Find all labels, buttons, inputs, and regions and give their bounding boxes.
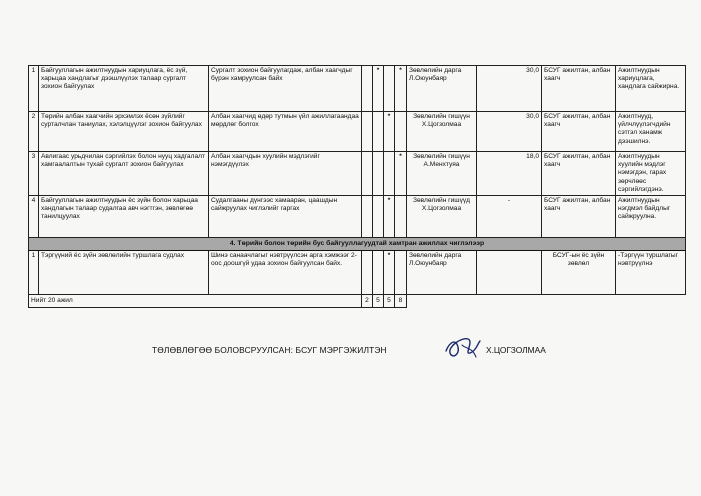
action-cell: Албан хаагчид өдөр тутмын үйл ажиллагаандаа мөрдлөг болгох	[209, 112, 362, 152]
responsible-cell: Зөвлөлийн гишүүн Х.Цогзолмаа	[407, 112, 477, 152]
partner-cell: БСУГ ажилтан, албан хаагч	[542, 196, 616, 238]
quarter-2-mark	[373, 251, 384, 295]
table-row	[29, 66, 686, 112]
row-number: 2	[29, 112, 39, 152]
table-row	[29, 251, 686, 295]
quarter-3-mark	[384, 152, 395, 196]
signer-name: Х.ЦОГЗОЛМАА	[486, 345, 546, 355]
quarter-1-mark	[362, 152, 373, 196]
table-row	[29, 196, 686, 238]
quarter-1-mark	[362, 66, 373, 112]
total-label: Нийт 20 ажил	[29, 295, 362, 308]
total-quarter-3: 5	[384, 295, 395, 308]
total-quarter-1: 2	[362, 295, 373, 308]
task-cell: Байгууллагын ажилтнуудын хариуцлага, ёс зүй, харьцаа хандлагыг дээшлүүлэх талаар сургалт зохион байгуулах	[39, 66, 209, 112]
quarter-4-mark: *	[395, 66, 407, 112]
result-cell: Ажилтнууд, үйлчлүүлэгчдийн сэтгэл ханамж дээшилнэ.	[616, 112, 686, 152]
responsible-cell: Зөвлөлийн дарга Л.Оюунбаяр	[407, 66, 477, 112]
responsible-cell: Зөвлөлийн дарга Л.Оюунбаяр	[407, 251, 477, 295]
result-cell: Ажилтнуудын хуулийн мэдлэг нэмэгдэн, гарах зөрчлөөс сэргийлэгдэнэ.	[616, 152, 686, 196]
amount-cell: -	[477, 196, 542, 238]
task-cell: Төрийн албан хаагчийн эрхэмлэх ёсөн зүйлийг сурталчлан таниулах, хэлэлцүүлэг зохион байгуулах	[39, 112, 209, 152]
quarter-2-mark: *	[373, 66, 384, 112]
action-cell: Шинэ санаачлагыг нэвтрүүлсэн арга хэмжээг 2-оос доошгүй удаа зохион байгуулсан байх.	[209, 251, 362, 295]
row-number: 1	[29, 251, 39, 295]
partner-cell: БСУГ-ын ёс зүйн зөвлөл	[542, 251, 616, 295]
signature-mark	[442, 333, 484, 363]
amount-cell: 30,0	[477, 112, 542, 152]
total-quarter-4: 8	[395, 295, 407, 308]
total-row-blank	[407, 295, 686, 308]
table-row	[29, 152, 686, 196]
task-cell: Авлигаас урьдчилан сэргийлэх болон нууц хадгалалт хамгаалалтын тухай сургалт зохион байгуулах	[39, 152, 209, 196]
quarter-2-mark	[373, 196, 384, 238]
quarter-2-mark	[373, 152, 384, 196]
result-cell: -Тэргүүн туршлагыг нэвтрүүлнэ	[616, 251, 686, 295]
result-cell: Ажилтнуудын нэгдмэл байдлыг сайжруулна.	[616, 196, 686, 238]
action-cell: Албан хаагчдын хуулийн мэдлэгийг нэмэгдүүлэх	[209, 152, 362, 196]
task-cell: Тэргүүний ёс зүйн зөвлөлийн туршлага судлах	[39, 251, 209, 295]
task-cell: Байгууллагын ажилтнуудын ёс зүйн болон харьцаа хандлагын талаар судалгаа авч нэгтгэн, зөвлөгөө танилцуулах	[39, 196, 209, 238]
quarter-4-mark	[395, 112, 407, 152]
amount-cell: 30,0	[477, 66, 542, 112]
quarter-1-mark	[362, 196, 373, 238]
partner-cell: БСУГ ажилтан, албан хаагч	[542, 152, 616, 196]
section-row	[29, 238, 686, 251]
quarter-3-mark: *	[384, 251, 395, 295]
quarter-1-mark	[362, 251, 373, 295]
quarter-4-mark	[395, 251, 407, 295]
section-title: 4. Төрийн болон төрийн бус байгууллагуудтай хамтран ажиллах чиглэлээр	[29, 238, 686, 251]
quarter-2-mark	[373, 112, 384, 152]
prepared-by-caption: ТӨЛӨВЛӨГӨӨ БОЛОВСРУУЛСАН: БСУГ МЭРГЭЖИЛТЭН	[152, 345, 387, 355]
quarter-3-mark: *	[384, 196, 395, 238]
action-cell: Судалгааны дүнгээс хамааран, цаашдын сайжруулах чиглэлийг гаргах	[209, 196, 362, 238]
total-row	[29, 295, 686, 308]
plan-table	[28, 65, 686, 308]
amount-cell	[477, 251, 542, 295]
action-cell: Сургалт зохион байгуулагдаж, албан хаагчдыг бүрэн хамруулсан байх	[209, 66, 362, 112]
partner-cell: БСУГ ажилтан, албан хаагч	[542, 66, 616, 112]
quarter-3-mark	[384, 66, 395, 112]
quarter-1-mark	[362, 112, 373, 152]
row-number: 3	[29, 152, 39, 196]
partner-cell: БСУГ ажилтан, албан хаагч	[542, 112, 616, 152]
responsible-cell: Зөвлөлийн гишүүд Х.Цогзолмаа	[407, 196, 477, 238]
total-quarter-2: 5	[373, 295, 384, 308]
table-row	[29, 112, 686, 152]
quarter-4-mark	[395, 196, 407, 238]
amount-cell: 18,0	[477, 152, 542, 196]
result-cell: Ажилтнуудын хариуцлага, хандлага сайжирна.	[616, 66, 686, 112]
quarter-4-mark: *	[395, 152, 407, 196]
row-number: 1	[29, 66, 39, 112]
row-number: 4	[29, 196, 39, 238]
quarter-3-mark: *	[384, 112, 395, 152]
responsible-cell: Зөвлөлийн гишүүн А.Менхтуяа	[407, 152, 477, 196]
